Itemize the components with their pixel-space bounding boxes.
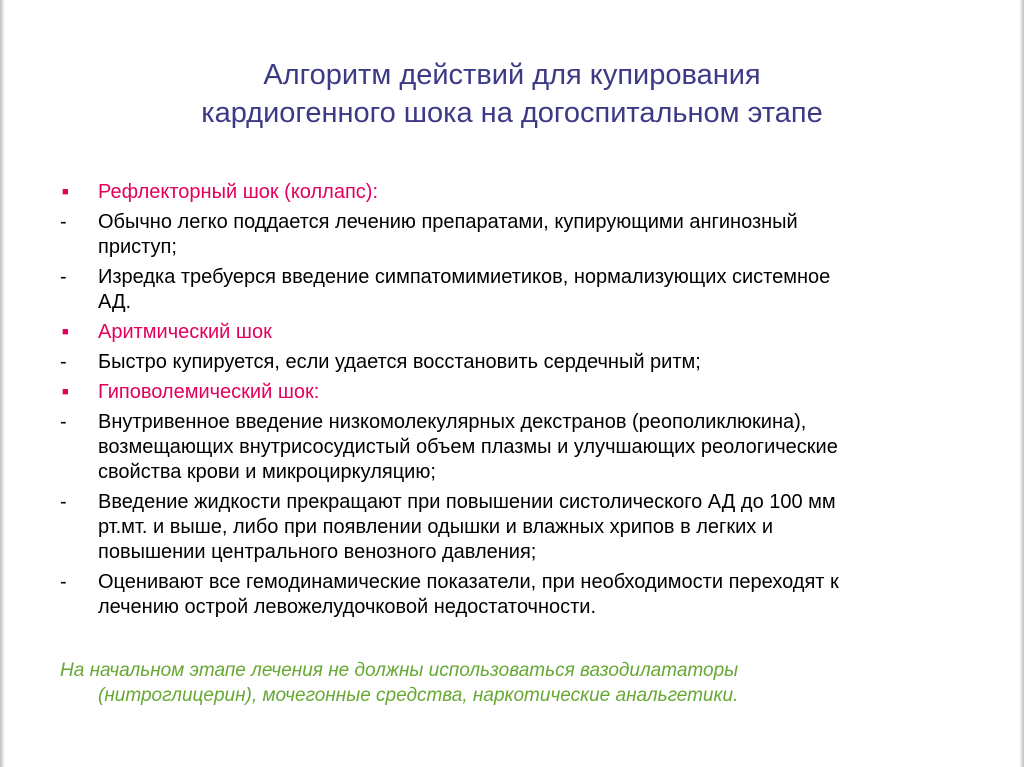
item-text — [98, 410, 960, 485]
item-text-line: Введение жидкости прекращают при повышении систолического АД до 100 мм — [98, 491, 836, 513]
item-text-line: Оценивают все гемодинамические показатели, при необходимости переходят к — [98, 571, 839, 593]
section-heading — [60, 320, 960, 345]
square-bullet-icon: ■ — [62, 186, 69, 198]
bullet-list — [60, 180, 960, 625]
dash-bullet: - — [60, 351, 67, 373]
item-text-line: приступ; — [98, 236, 177, 258]
dash-bullet: - — [60, 491, 67, 513]
list-item — [60, 265, 960, 315]
note-line-2: (нитроглицерин), мочегонные средства, наркотические анальгетики. — [98, 685, 739, 706]
item-text-line: Обычно легко поддается лечению препаратами, купирующими ангинозный — [98, 211, 798, 233]
item-text-line: Внутривенное введение низкомолекулярных декстранов (реополиклюкина), — [98, 411, 807, 433]
title-line-2: кардиогенного шока на догоспитальном этапе — [201, 97, 823, 129]
item-text — [98, 570, 960, 620]
item-text-line: рт.мт. и выше, либо при появлении одышки и влажных хрипов в легких и — [98, 516, 773, 538]
dash-bullet: - — [60, 411, 67, 433]
item-text — [98, 180, 960, 205]
square-bullet-icon: ■ — [62, 386, 69, 398]
item-text-line: лечению острой левожелудочковой недостаточности. — [98, 596, 596, 618]
item-text — [98, 350, 960, 375]
item-text — [98, 380, 960, 405]
item-text-line: повышении центрального венозного давления; — [98, 541, 537, 563]
list-item — [60, 570, 960, 620]
list-item — [60, 490, 960, 565]
item-text — [98, 265, 960, 315]
item-text-line: Изредка требуерся введение симпатомимиетиков, нормализующих системное — [98, 266, 831, 288]
item-text — [98, 490, 960, 565]
list-item — [60, 350, 960, 375]
title-line-1: Алгоритм действий для купирования — [263, 59, 761, 91]
item-text-line: Рефлекторный шок (коллапс): — [98, 181, 378, 203]
dash-bullet: - — [60, 266, 67, 288]
item-text — [98, 320, 960, 345]
list-item — [60, 410, 960, 485]
item-text-line: АД. — [98, 291, 132, 313]
item-text-line: Гиповолемический шок: — [98, 381, 320, 403]
footer-note — [60, 658, 960, 708]
slide-title — [0, 56, 1024, 132]
section-heading — [60, 180, 960, 205]
square-bullet-icon: ■ — [62, 326, 69, 338]
dash-bullet: - — [60, 211, 67, 233]
note-line-1: На начальном этапе лечения не должны использоваться вазодилататоры — [60, 660, 739, 681]
dash-bullet: - — [60, 571, 67, 593]
item-text-line: Быстро купируется, если удается восстановить сердечный ритм; — [98, 351, 701, 373]
list-item — [60, 210, 960, 260]
item-text-line: свойства крови и микроциркуляцию; — [98, 461, 436, 483]
item-text — [98, 210, 960, 260]
item-text-line: Аритмический шок — [98, 321, 272, 343]
section-heading — [60, 380, 960, 405]
item-text-line: возмещающих внутрисосудистый объем плазмы и улучшающих реологические — [98, 436, 838, 458]
